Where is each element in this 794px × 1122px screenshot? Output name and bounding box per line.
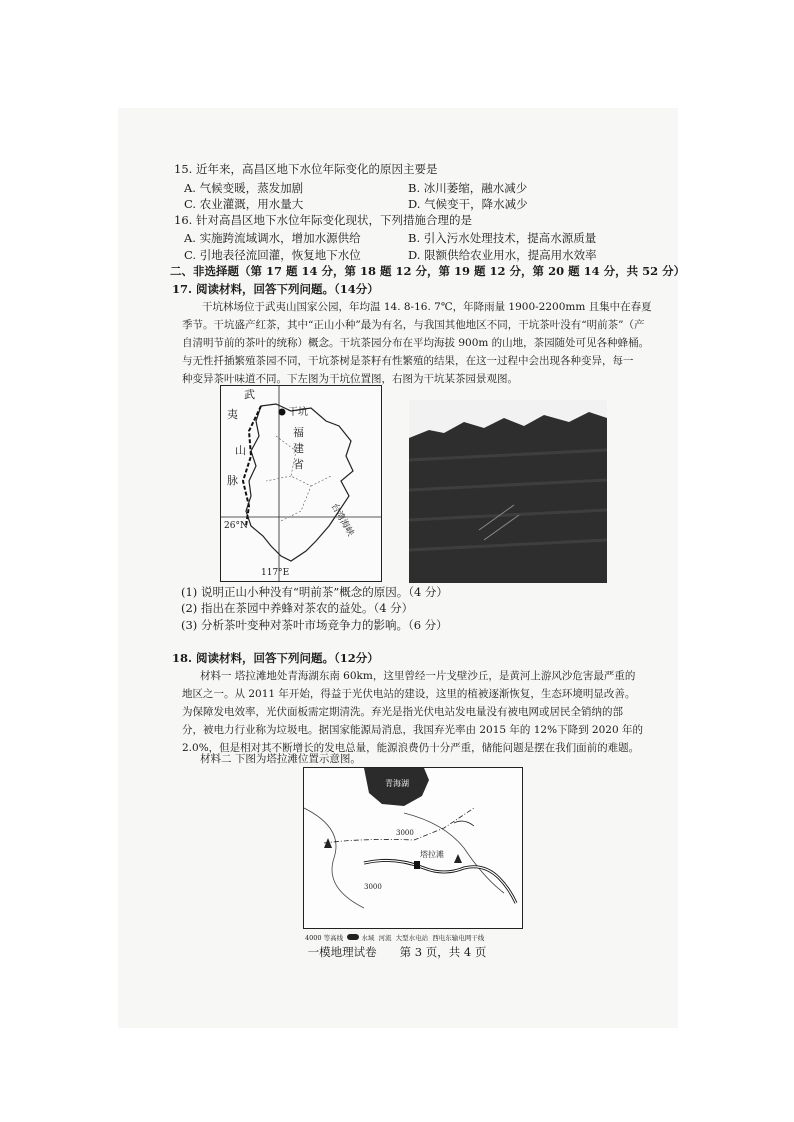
map-label-mai: 脉 bbox=[227, 474, 238, 487]
q18-line-3: 为保障发电效率，光伏面板需定期清洗。弃光是指光伏电站发电量没有被电网或居民全销纳的部 bbox=[182, 706, 623, 718]
legend-grid: 西电东输电网干线 bbox=[432, 934, 485, 942]
tea-garden-photo-graphic bbox=[409, 400, 607, 583]
q17-line-2: 季节。干坑盛产红茶，其中“正山小种”最为有名，与我国其他地区不同，干坑茶叶没有“明前茶”（产 bbox=[182, 319, 645, 331]
legend-reservoir-swatch bbox=[347, 934, 359, 940]
wuyi-mountain-ridge bbox=[243, 406, 261, 526]
q15-option-d: D. 气候变干，降水减少 bbox=[408, 197, 528, 211]
q17-line-5: 种变异茶叶味道不同。下左图为干坑位置图，右图为干坑某茶园景观图。 bbox=[182, 373, 518, 385]
map-label-yi: 夷 bbox=[227, 408, 238, 421]
legend-contour-number: 4000 bbox=[305, 934, 322, 942]
q17-sub3: (3) 分析茶叶变种对茶叶市场竞争力的影响。（6 分） bbox=[181, 618, 448, 632]
q18-line-4: 分，被电力行业称为垃圾电。据国家能源局消息，我国弃光率由 2015 年的 12%下降到 2020 年的 bbox=[182, 724, 643, 736]
q17-sub2: (2) 指出在茶园中养蜂对茶农的益处。（4 分） bbox=[181, 601, 414, 615]
q17-line-1: 干坑林场位于武夷山国家公园，年均温 14. 8-16. 7℃，年降雨量 1900-2200mm 且集中在春夏 bbox=[202, 301, 652, 313]
q15-stem: 15. 近年来，高昌区地下水位年际变化的原因主要是 bbox=[174, 162, 438, 176]
tea-garden-photo bbox=[409, 400, 607, 583]
q18-line-5: 2.0%，但是相对其不断增长的发电总量，能源浪费仍十分严重，储能问题是摆在我们面前的难题。 bbox=[182, 742, 640, 754]
q15-option-c: C. 农业灌溉，用水量大 bbox=[184, 197, 304, 211]
page-footer: 一模地理试卷 第 3 页，共 4 页 bbox=[307, 945, 487, 959]
map-legend bbox=[305, 931, 484, 945]
legend-dam: 大型水电站 bbox=[395, 934, 429, 942]
contour-line-2 bbox=[404, 813, 504, 893]
yellow-river-inner bbox=[364, 860, 516, 903]
map-label-shan: 山 bbox=[235, 444, 246, 457]
map-label-wu: 武 bbox=[244, 388, 255, 401]
map-label-sheng: 省 bbox=[293, 458, 304, 471]
map-label-latitude: 26°N bbox=[224, 521, 248, 531]
map-label-jian: 建 bbox=[293, 442, 304, 455]
gankeng-marker bbox=[279, 409, 286, 416]
legend-contour: 等高线 bbox=[323, 934, 344, 942]
q16-option-c: C. 引地表径流回灌，恢复地下水位 bbox=[184, 248, 361, 262]
map-label-talatan: 塔拉滩 bbox=[420, 850, 444, 859]
section-heading: 二、非选择题（第 17 题 14 分，第 18 题 12 分，第 19 题 12 分，第 20 题 14 分，共 52 分） bbox=[170, 264, 686, 278]
q18-line-6: 材料二 下图为塔拉滩位置示意图。 bbox=[200, 753, 361, 765]
map-label-longitude: 117°E bbox=[261, 568, 290, 578]
q17-heading: 17. 阅读材料，回答下列问题。（14分） bbox=[172, 282, 379, 296]
contour-line-1 bbox=[304, 808, 364, 908]
q17-line-3: 自清明节前的茶叶的统称）概念。干坑茶园分布在平均海拔 900m 的山地，茶园随处可见各种蜂桶。 bbox=[182, 337, 650, 349]
q16-option-a: A. 实施跨流域调水，增加水源供给 bbox=[184, 231, 361, 245]
q15-option-b: B. 冰川萎缩，融水减少 bbox=[408, 181, 528, 195]
map-label-fu: 福 bbox=[293, 426, 304, 439]
q18-heading: 18. 阅读材料，回答下列问题。（12分） bbox=[172, 651, 379, 665]
q17-sub1: (1) 说明正山小种没有“明前茶”概念的原因。（4 分） bbox=[181, 585, 448, 599]
q16-option-d: D. 限额供给农业用水，提高用水效率 bbox=[408, 248, 597, 262]
contour-label-2: 3000 bbox=[364, 883, 382, 891]
map-label-gankeng: 干坑 bbox=[288, 407, 308, 418]
yellow-river bbox=[364, 860, 516, 903]
map-label-taiwan-strait: 台湾海峡 bbox=[328, 502, 356, 539]
q16-option-b: B. 引入污水处理技术，提高水源质量 bbox=[408, 231, 597, 245]
talatan-map-graphic bbox=[304, 768, 522, 928]
q15-option-a: A. 气候变暖，蒸发加剧 bbox=[184, 181, 304, 195]
talatan-location-map bbox=[303, 767, 523, 929]
q17-line-4: 与无性扦插繁殖茶园不同，干坑茶树是茶籽有性繁殖的结果，在这一过程中会出现各种变异，每一 bbox=[182, 355, 634, 367]
q18-line-2: 地区之一。从 2011 年开始，得益于光伏电站的建设，这里的植被逐渐恢复，生态环境明显改善。 bbox=[182, 688, 636, 700]
contour-label-1: 3000 bbox=[396, 829, 414, 837]
legend-reservoir: 水域 bbox=[361, 934, 375, 942]
gankeng-location-map bbox=[220, 385, 382, 582]
hydropower-station-marker bbox=[414, 861, 420, 869]
q18-line-1: 材料一 塔拉滩地处青海湖东南 60km，这里曾经一片戈壁沙丘，是黄河上游风沙危害最严重的 bbox=[200, 670, 636, 682]
legend-river: 河流 bbox=[378, 934, 392, 942]
map-label-qinghai-lake: 青海湖 bbox=[385, 779, 409, 788]
q16-stem: 16. 针对高昌区地下水位年际变化现状，下列措施合理的是 bbox=[174, 213, 472, 227]
